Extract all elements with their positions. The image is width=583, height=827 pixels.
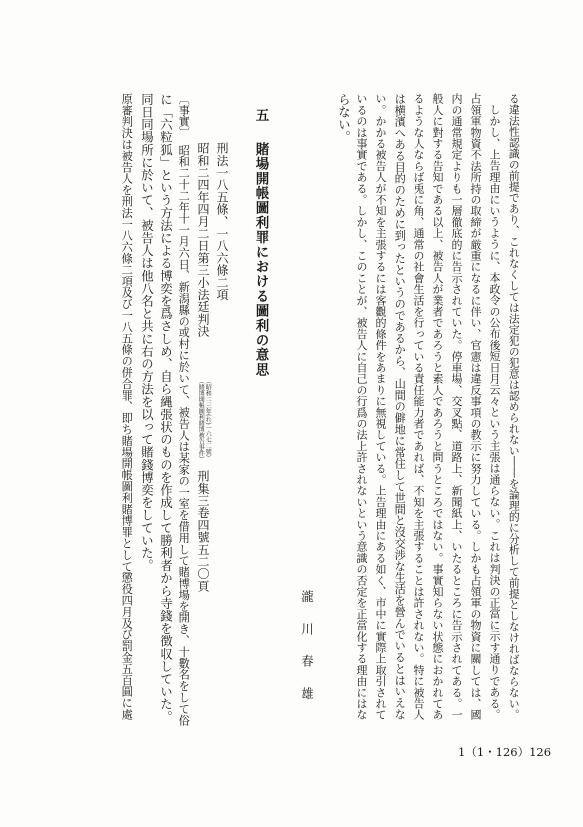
text-line: 原審判決は被告人を刑法一八六條二項及び一八五條の併合罪、即ち賭場開帳圖利賭博罪として懲役四月及び罰金五百圓に處 bbox=[120, 93, 134, 720]
page-number: 1（1・126）126 bbox=[458, 745, 552, 759]
case-type-note: （賭博開帳圖利賭博被告事件） bbox=[197, 378, 205, 462]
text-line: 内の通常規定よりも一層徹底的に告示されていた。停車場、交叉點、道路上、新聞紙上、いたるところに告示されてある。一 bbox=[450, 93, 463, 721]
text-line: いるのは事實である。しかし、このことが、被告人に自己の行爲の法上許されないという意識の否定を正當化する理由にはな bbox=[355, 93, 368, 721]
text-line: は横濱へある目的のために到ったというのであるから、山間の僻地に常住して世間と沒交渉な生活を營んでいるとはいえな bbox=[393, 93, 407, 720]
text-line: 占領軍物資不法所持の取締が厳重になるに伴い、官憲は違反事項の教示に努力している。しかも占領軍の物資に關しては、國 bbox=[469, 93, 482, 721]
text-line: らない。 bbox=[336, 93, 352, 144]
case-date-court: 昭和二四年四月二日第三小法廷判決 bbox=[196, 142, 210, 338]
text-line: 〔事實〕 昭和二十二年十一月六日、新潟縣の或村に於いて、被告人は某家の一室を借用して賭博場を開き、十數名をして俗 bbox=[177, 93, 191, 726]
author-name: 瀧川春雄 bbox=[299, 590, 315, 720]
text-line: る違法性認識の前提であり、これなくしては法定犯の犯意は認められない――を論理的に分析して前提としなければならない。 bbox=[507, 93, 521, 720]
section-number: 五 bbox=[252, 108, 269, 122]
text-line: るような人ならば兎に角、通常の社會生活を行っている責任能力者であれば、不知を主張することは許されない。特に被告人 bbox=[412, 93, 425, 721]
case-citation: 刑集三卷四號五二〇頁 bbox=[196, 470, 210, 592]
case-number-note: （昭和二三年(れ)一六七二號） bbox=[204, 378, 212, 461]
text-line: に「六粒狐」という方法による博奕を爲さしめ、自ら縄張状のものを作成して勝利者から寺錢を徴収していた。 bbox=[158, 93, 174, 723]
text-line: 同日同場所に於いて、被告人は他八名と共に右の方法を以って賭錢博奕をしていた。 bbox=[139, 93, 155, 572]
text-line: 般人に對する告知である以上、被告人が業者であろうと素人であろうと問うところではない。事實知らない状態におかれてあ bbox=[431, 93, 444, 721]
section-title: 賭場開帳圖利罪における圖利の意思 bbox=[252, 142, 269, 378]
text-line: しかし、上告理由にいうように、本政令の公布後短日月云々という主張は通らない。これは判決の正當に示す通りである。 bbox=[488, 104, 501, 720]
text-line: い。かかる被告人が不知を主張するには客觀的條件をあまりに無視している。上告理由にある如く、市中に實際上取引されて bbox=[374, 93, 387, 721]
statute-reference: 刑法一八五條、一八六條二項 bbox=[215, 142, 229, 301]
